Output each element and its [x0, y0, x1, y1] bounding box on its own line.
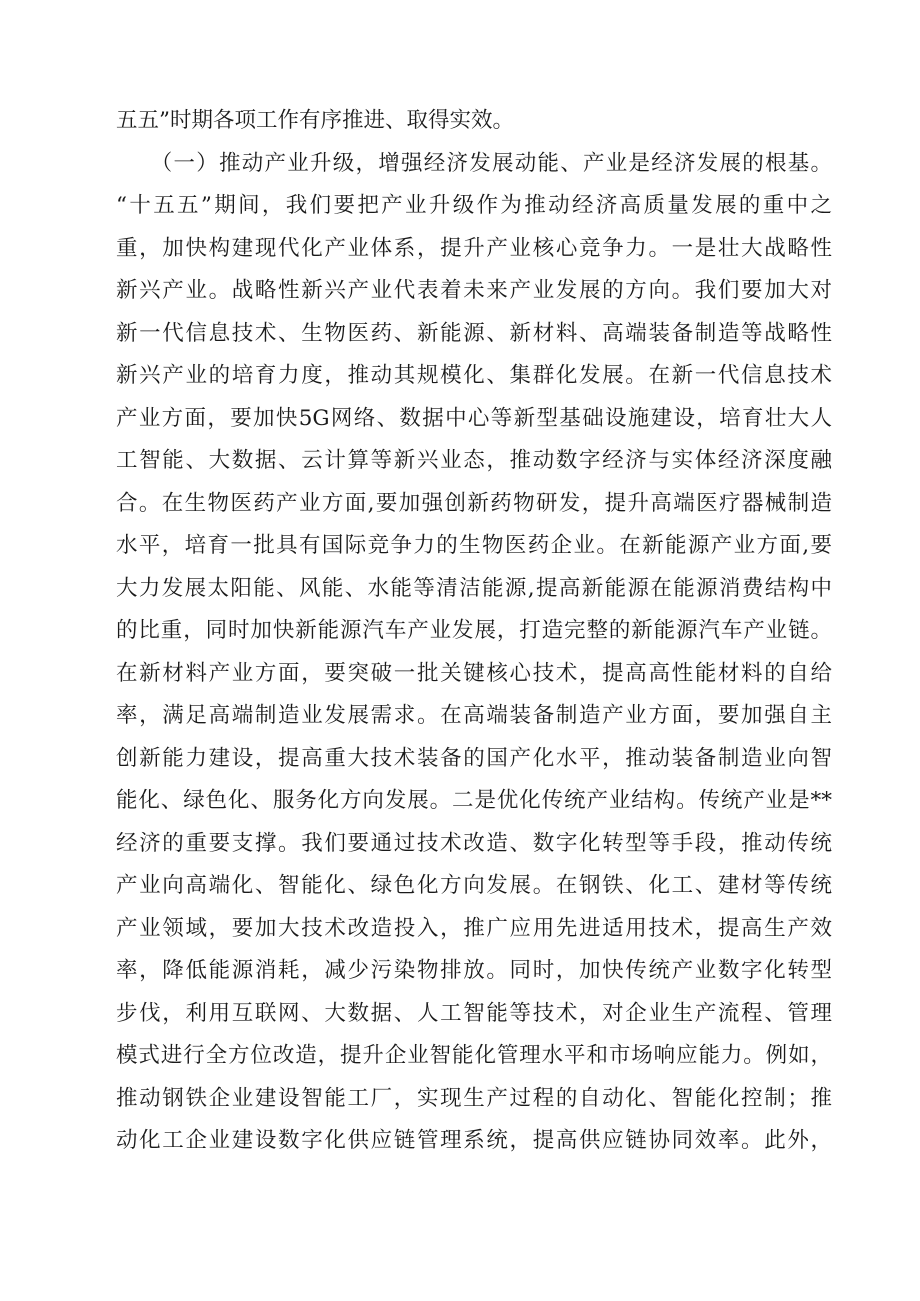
- text-line: 模式进行全方位改造，提升企业智能化管理水平和市场响应能力。例如，: [116, 1043, 832, 1068]
- text-line: 重，加快构建现代化产业体系，提升产业核心竞争力。一是壮大战略性: [116, 235, 832, 261]
- text-line: 五五”时期各项工作有序推进、取得实效。: [116, 108, 514, 133]
- text-line: 能化、绿色化、服务化方向发展。二是优化传统产业结构。传统产业是**: [116, 788, 832, 813]
- text-line: 新兴产业。战略性新兴产业代表着未来产业发展的方向。我们要加大对: [116, 278, 832, 303]
- text-line: 步伐，利用互联网、大数据、人工智能等技术，对企业生产流程、管理: [116, 1000, 832, 1026]
- text-line: 经济的重要支撑。我们要通过技术改造、数字化转型等手段，推动传统: [116, 830, 832, 856]
- text-line: 水平，培育一批具有国际竞争力的生物医药企业。在新能源产业方面,要: [116, 533, 832, 558]
- text-line: 在新材料产业方面，要突破一批关键核心技术，提高高性能材料的自给: [116, 660, 832, 686]
- text-line: 新一代信息技术、生物医药、新能源、新材料、高端装备制造等战略性: [116, 320, 832, 346]
- text-line: 产业领域，要加大技术改造投入，推广应用先进适用技术，提高生产效: [116, 915, 832, 941]
- text-line: 工智能、大数据、云计算等新兴业态，推动数字经济与实体经济深度融: [116, 448, 832, 473]
- text-line: 动化工企业建设数字化供应链管理系统，提高供应链协同效率。此外，: [116, 1128, 832, 1153]
- text-line: 产业方面，要加快5G网络、数据中心等新型基础设施建设，培育壮大人: [116, 405, 832, 431]
- text-line: 新兴产业的培育力度，推动其规模化、集群化发展。在新一代信息技术: [116, 363, 832, 388]
- text-line: 的比重，同时加快新能源汽车产业发展，打造完整的新能源汽车产业链。: [116, 618, 832, 643]
- text-line: 产业向高端化、智能化、绿色化方向发展。在钢铁、化工、建材等传统: [116, 873, 832, 898]
- text-line: 率，满足高端制造业发展需求。在高端装备制造产业方面，要加强自主: [116, 703, 832, 728]
- text-line: “十五五”期间，我们要把产业升级作为推动经济高质量发展的重中之: [116, 193, 832, 218]
- text-line: 推动钢铁企业建设智能工厂，实现生产过程的自动化、智能化控制；推: [116, 1085, 832, 1111]
- text-line: 率，降低能源消耗，减少污染物排放。同时，加快传统产业数字化转型: [116, 958, 832, 983]
- text-line: 大力发展太阳能、风能、水能等清洁能源,提高新能源在能源消费结构中: [116, 575, 832, 601]
- text-line: （一）推动产业升级，增强经济发展动能、产业是经济发展的根基。: [116, 150, 832, 176]
- body-text: [116, 100, 832, 1163]
- text-line: 创新能力建设，提高重大技术装备的国产化水平，推动装备制造业向智: [116, 745, 832, 771]
- text-line: 合。在生物医药产业方面,要加强创新药物研发，提升高端医疗器械制造: [116, 490, 832, 516]
